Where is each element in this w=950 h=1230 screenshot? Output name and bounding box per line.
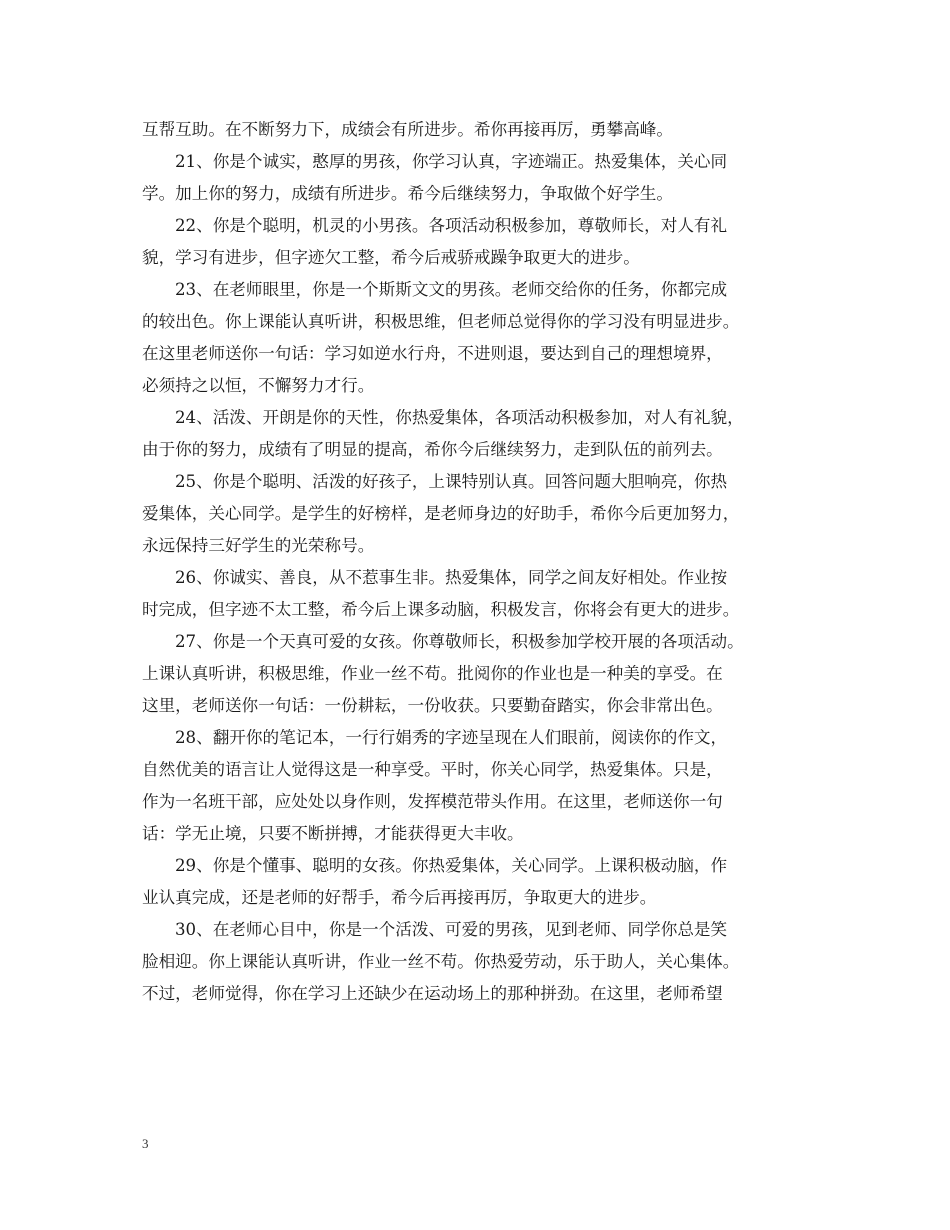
text-line: 23、在老师眼里，你是一个斯斯文文的男孩。老师交给你的任务，你都完成 [175, 280, 728, 299]
text-line: 的较出色。你上课能认真听讲，积极思维，但老师总觉得你的学习没有明显进步。 [142, 312, 740, 331]
text-line: 话：学无止境，只要不断拼搏，才能获得更大丰收。 [142, 824, 524, 843]
text-line: 30、在老师心目中，你是一个活泼、可爱的男孩，见到老师、同学你总是笑 [175, 920, 728, 939]
text-line: 上课认真听讲，积极思维，作业一丝不苟。批阅你的作业也是一种美的享受。在 [142, 664, 723, 683]
text-line: 由于你的努力，成绩有了明显的提高，希你今后继续努力，走到队伍的前列去。 [142, 440, 723, 459]
text-line: 26、你诚实、善良，从不惹事生非。热爱集体，同学之间友好相处。作业按 [175, 568, 728, 587]
text-line: 脸相迎。你上课能认真听讲，作业一丝不苟。你热爱劳动，乐于助人，关心集体。 [142, 952, 740, 971]
text-line: 在这里老师送你一句话：学习如逆水行舟，不进则退，要达到自己的理想境界， [142, 344, 723, 363]
text-line: 27、你是一个天真可爱的女孩。你尊敬师长，积极参加学校开展的各项活动。 [175, 632, 744, 651]
text-line: 学。加上你的努力，成绩有所进步。希今后继续努力，争取做个好学生。 [142, 184, 673, 203]
text-line: 这里，老师送你一句话：一份耕耘，一份收获。只要勤奋踏实，你会非常出色。 [142, 696, 723, 715]
text-line: 时完成，但字迹不太工整，希今后上课多动脑，积极发言，你将会有更大的进步。 [142, 600, 740, 619]
body-text [142, 114, 822, 1010]
text-line: 22、你是个聪明，机灵的小男孩。各项活动积极参加，尊敬师长，对人有礼 [175, 216, 728, 235]
text-line: 互帮互助。在不断努力下，成绩会有所进步。希你再接再厉，勇攀高峰。 [142, 120, 673, 139]
text-line: 永远保持三好学生的光荣称号。 [142, 536, 375, 555]
page-number: 3 [142, 1136, 149, 1151]
text-line: 不过，老师觉得，你在学习上还缺少在运动场上的那种拼劲。在这里，老师希望 [142, 984, 723, 1003]
text-line: 爱集体，关心同学。是学生的好榜样，是老师身边的好助手，希你今后更加努力， [142, 504, 740, 523]
text-line: 25、你是个聪明、活泼的好孩子，上课特别认真。回答问题大胆响亮，你热 [175, 472, 728, 491]
text-line: 24、活泼、开朗是你的天性，你热爱集体，各项活动积极参加，对人有礼貌， [175, 408, 744, 427]
text-line: 28、翻开你的笔记本，一行行娟秀的字迹呈现在人们眼前，阅读你的作文， [175, 728, 728, 747]
text-line: 29、你是个懂事、聪明的女孩。你热爱集体，关心同学。上课积极动脑，作 [175, 856, 728, 875]
text-line: 业认真完成，还是老师的好帮手，希今后再接再厉，争取更大的进步。 [142, 888, 657, 907]
text-line: 必须持之以恒，不懈努力才行。 [142, 376, 375, 395]
text-line: 21、你是个诚实，憨厚的男孩，你学习认真，字迹端正。热爱集体，关心同 [175, 152, 728, 171]
text-line: 作为一名班干部，应处处以身作则，发挥模范带头作用。在这里，老师送你一句 [142, 792, 723, 811]
text-line: 貌，学习有进步，但字迹欠工整，希今后戒骄戒躁争取更大的进步。 [142, 248, 640, 267]
text-line: 自然优美的语言让人觉得这是一种享受。平时，你关心同学，热爱集体。只是， [142, 760, 723, 779]
